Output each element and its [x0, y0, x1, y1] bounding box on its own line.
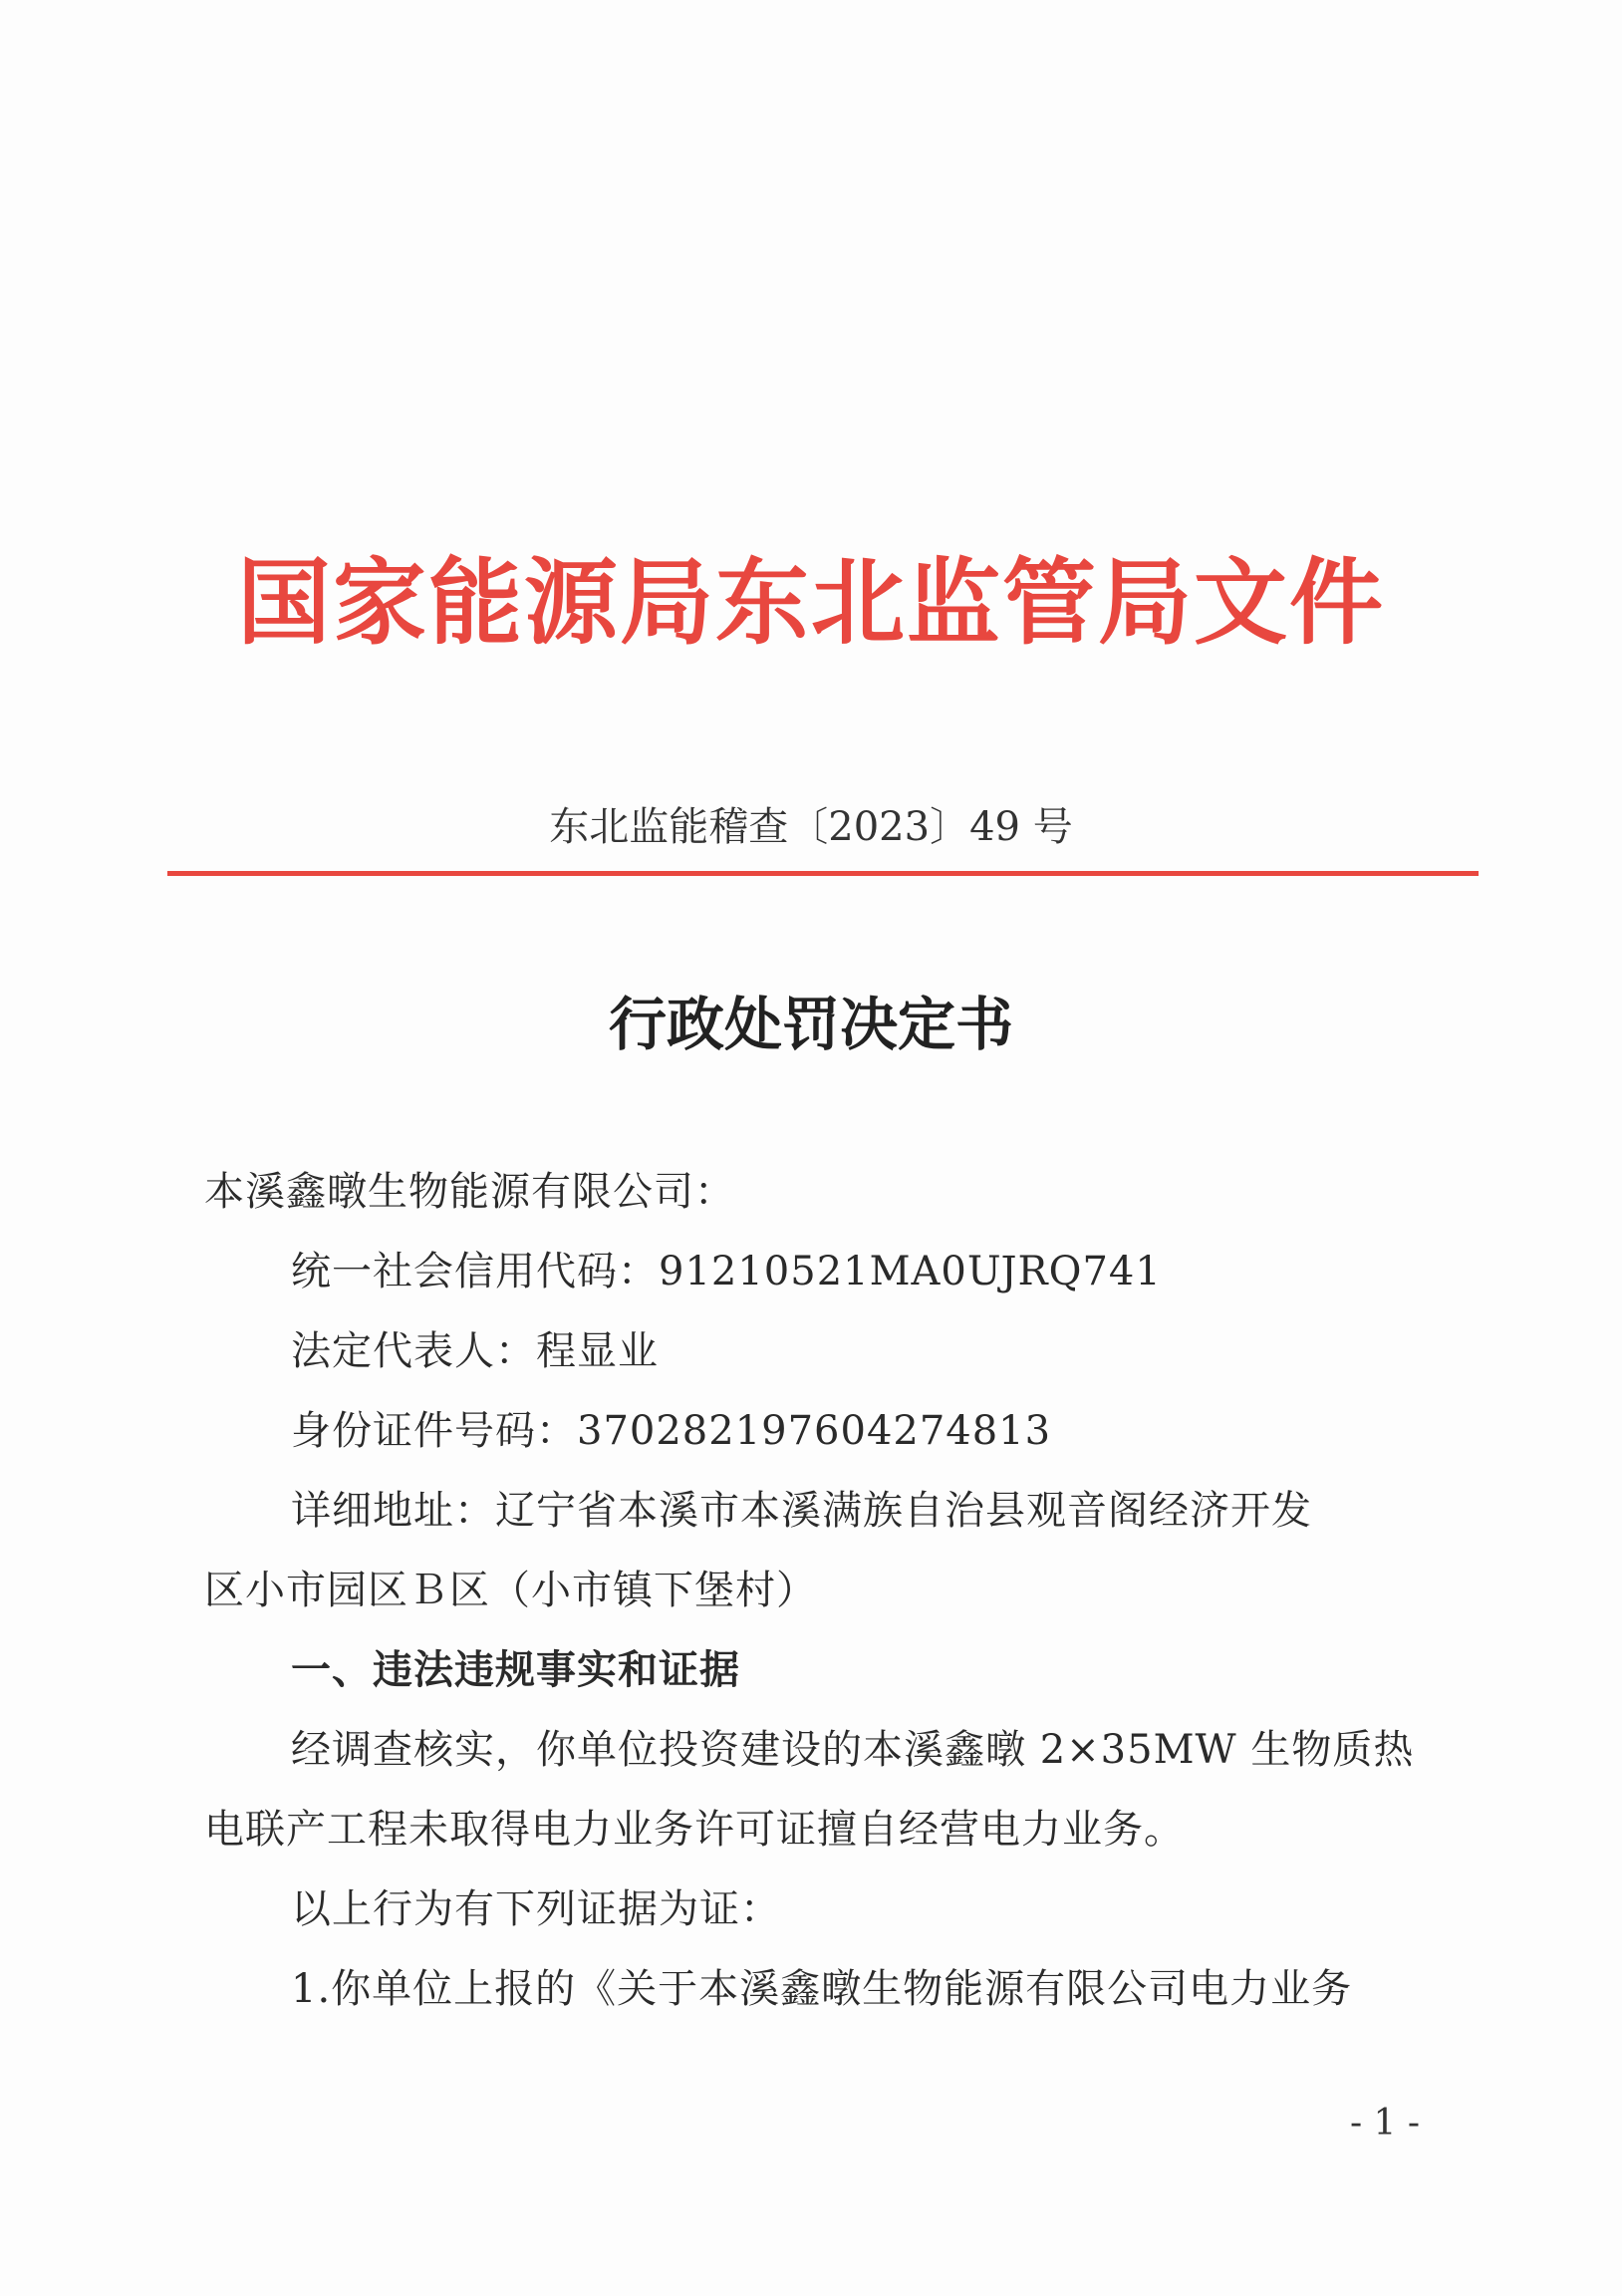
addressee: 本溪鑫暾生物能源有限公司：	[204, 1169, 735, 1215]
legal-representative-line: 法定代表人：程显业	[291, 1328, 659, 1374]
masthead-title: 国家能源局东北监管局文件	[236, 548, 1385, 658]
id-number-line: 身份证件号码：370282197604274813	[291, 1408, 1052, 1454]
paragraph-line: 以上行为有下列证据为证：	[291, 1886, 781, 1932]
credit-code-line: 统一社会信用代码：91210521MA0UJRQ741	[291, 1249, 1162, 1294]
section-heading: 一、违法违规事实和证据	[291, 1647, 740, 1693]
evidence-item: 1.你单位上报的《关于本溪鑫暾生物能源有限公司电力业务	[291, 1966, 1353, 2012]
page-number: - 1 -	[1349, 2103, 1421, 2144]
document-title: 行政处罚决定书	[608, 991, 1013, 1058]
address-line-2: 区小市园区Ｂ区（小市镇下堡村）	[204, 1568, 817, 1613]
paragraph-line: 电联产工程未取得电力业务许可证擅自经营电力业务。	[204, 1807, 1185, 1853]
address-line-1: 详细地址：辽宁省本溪市本溪满族自治县观音阁经济开发	[291, 1488, 1312, 1534]
document-number: 东北监能稽查〔2023〕49 号	[549, 804, 1073, 850]
paragraph-line: 经调查核实，你单位投资建设的本溪鑫暾 2×35MW 生物质热	[291, 1727, 1415, 1773]
red-divider-line	[167, 871, 1479, 876]
